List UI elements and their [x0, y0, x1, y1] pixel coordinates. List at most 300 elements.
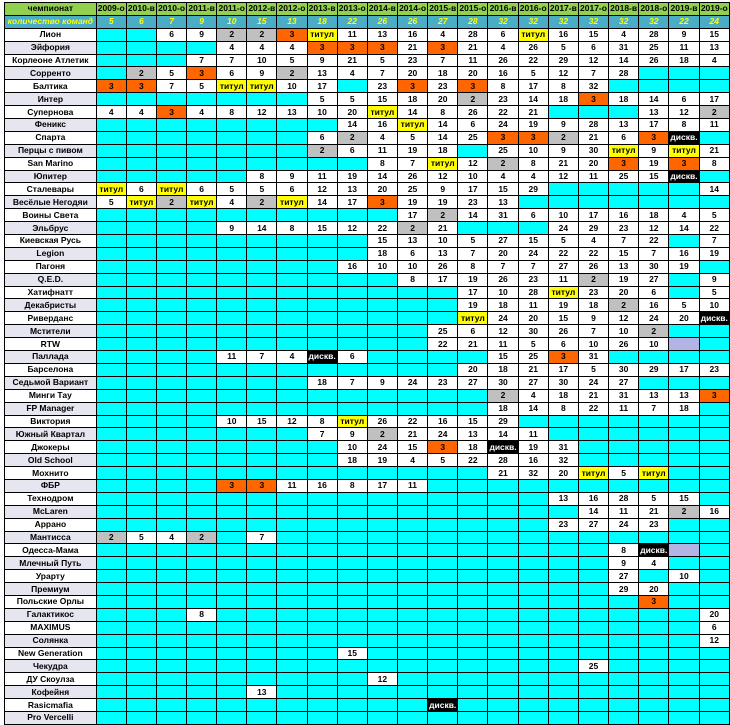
- result-cell: [277, 608, 307, 621]
- result-cell: 14: [699, 183, 729, 196]
- result-cell: [126, 518, 156, 531]
- teams-count-cell: 32: [578, 15, 608, 28]
- result-cell: [578, 583, 608, 596]
- result-cell: [488, 570, 518, 583]
- result-cell: 14: [609, 54, 639, 67]
- team-name: ДУ Скоулза: [5, 673, 97, 686]
- result-cell: [307, 157, 337, 170]
- team-name: Перцы с пивом: [5, 144, 97, 157]
- result-cell: [518, 608, 548, 621]
- result-cell: титул: [217, 80, 247, 93]
- result-cell: [96, 209, 126, 222]
- result-cell: [96, 557, 126, 570]
- result-cell: 5: [367, 54, 397, 67]
- result-cell: 5: [669, 299, 699, 312]
- team-row: [5, 28, 730, 41]
- result-cell: 25: [609, 170, 639, 183]
- result-cell: 32: [518, 467, 548, 480]
- result-cell: [96, 608, 126, 621]
- team-name: Хатифнатт: [5, 286, 97, 299]
- result-cell: [578, 647, 608, 660]
- result-cell: 31: [578, 351, 608, 364]
- result-cell: [337, 467, 367, 480]
- teams-count-cell: 32: [548, 15, 578, 28]
- team-row: [5, 467, 730, 480]
- result-cell: [307, 544, 337, 557]
- result-cell: 12: [488, 325, 518, 338]
- result-cell: [518, 415, 548, 428]
- result-cell: [699, 415, 729, 428]
- team-name: McLaren: [5, 505, 97, 518]
- team-name: Legion: [5, 247, 97, 260]
- team-name: Джокеры: [5, 441, 97, 454]
- result-cell: [458, 621, 488, 634]
- team-name: Технодром: [5, 492, 97, 505]
- result-cell: [458, 222, 488, 235]
- result-cell: 2: [488, 157, 518, 170]
- result-cell: 17: [578, 209, 608, 222]
- result-cell: [96, 144, 126, 157]
- teams-count-cell: 9: [187, 15, 217, 28]
- result-cell: 17: [548, 363, 578, 376]
- result-cell: 5: [337, 93, 367, 106]
- result-cell: [337, 673, 367, 686]
- result-cell: [217, 673, 247, 686]
- team-name: Польские Орлы: [5, 595, 97, 608]
- result-cell: [126, 235, 156, 248]
- result-cell: 26: [397, 170, 427, 183]
- result-cell: [96, 273, 126, 286]
- result-cell: [337, 711, 367, 724]
- result-cell: 24: [609, 518, 639, 531]
- result-cell: [518, 531, 548, 544]
- result-cell: [247, 634, 277, 647]
- result-cell: [337, 634, 367, 647]
- result-cell: [669, 711, 699, 724]
- result-cell: [217, 518, 247, 531]
- result-cell: 24: [548, 222, 578, 235]
- result-cell: 11: [458, 54, 488, 67]
- result-cell: 18: [609, 93, 639, 106]
- result-cell: 4: [156, 531, 186, 544]
- result-cell: [156, 260, 186, 273]
- result-cell: 9: [217, 222, 247, 235]
- result-cell: [156, 595, 186, 608]
- result-cell: [428, 518, 458, 531]
- result-cell: [126, 673, 156, 686]
- teams-count-cell: 27: [428, 15, 458, 28]
- team-name: San Marino: [5, 157, 97, 170]
- result-cell: [488, 531, 518, 544]
- result-cell: [156, 621, 186, 634]
- result-cell: титул: [187, 196, 217, 209]
- result-cell: [187, 673, 217, 686]
- result-cell: [187, 363, 217, 376]
- result-cell: [126, 312, 156, 325]
- result-cell: [518, 595, 548, 608]
- result-cell: [126, 583, 156, 596]
- result-cell: [156, 54, 186, 67]
- result-cell: [578, 608, 608, 621]
- teams-count-cell: 13: [277, 15, 307, 28]
- result-cell: 15: [669, 492, 699, 505]
- result-cell: [217, 557, 247, 570]
- result-cell: 19: [699, 247, 729, 260]
- result-cell: [367, 660, 397, 673]
- result-cell: 20: [699, 608, 729, 621]
- result-cell: [699, 402, 729, 415]
- result-cell: 6: [397, 247, 427, 260]
- result-cell: [367, 595, 397, 608]
- team-name: Мантисса: [5, 531, 97, 544]
- result-cell: 8: [428, 106, 458, 119]
- team-row: [5, 699, 730, 712]
- result-cell: 7: [217, 54, 247, 67]
- result-cell: [518, 479, 548, 492]
- result-cell: [126, 338, 156, 351]
- result-cell: 26: [578, 260, 608, 273]
- result-cell: [156, 634, 186, 647]
- result-cell: 27: [578, 518, 608, 531]
- result-cell: 5: [548, 41, 578, 54]
- result-cell: 2: [217, 28, 247, 41]
- result-cell: 16: [548, 28, 578, 41]
- result-cell: 6: [548, 338, 578, 351]
- result-cell: 24: [639, 312, 669, 325]
- result-cell: [247, 711, 277, 724]
- result-cell: [307, 518, 337, 531]
- result-cell: [488, 711, 518, 724]
- season-header: 2011-в: [188, 3, 215, 14]
- result-cell: [156, 286, 186, 299]
- result-cell: [367, 621, 397, 634]
- result-cell: [609, 621, 639, 634]
- result-cell: [277, 544, 307, 557]
- result-cell: титул: [337, 415, 367, 428]
- result-cell: 2: [277, 67, 307, 80]
- result-cell: 2: [187, 531, 217, 544]
- result-cell: [96, 93, 126, 106]
- result-cell: 6: [337, 144, 367, 157]
- result-cell: [217, 647, 247, 660]
- result-cell: [156, 454, 186, 467]
- result-cell: 3: [669, 157, 699, 170]
- result-cell: [699, 518, 729, 531]
- team-name: Воины Света: [5, 209, 97, 222]
- result-cell: 7: [518, 260, 548, 273]
- result-cell: 8: [609, 544, 639, 557]
- result-cell: [518, 583, 548, 596]
- result-cell: [217, 544, 247, 557]
- result-cell: 6: [337, 351, 367, 364]
- result-cell: [247, 673, 277, 686]
- team-name: Эйфория: [5, 41, 97, 54]
- result-cell: [247, 454, 277, 467]
- result-cell: [96, 247, 126, 260]
- result-cell: [578, 479, 608, 492]
- result-cell: 11: [609, 402, 639, 415]
- result-cell: 11: [548, 273, 578, 286]
- result-cell: [217, 170, 247, 183]
- result-cell: [247, 376, 277, 389]
- result-cell: [669, 544, 699, 557]
- result-cell: титул: [548, 286, 578, 299]
- teams-count-cell: 24: [699, 15, 729, 28]
- result-cell: [187, 286, 217, 299]
- season-header: 2009-о: [97, 3, 125, 14]
- result-cell: 18: [578, 299, 608, 312]
- result-cell: [217, 286, 247, 299]
- result-cell: 14: [337, 119, 367, 132]
- result-cell: [126, 93, 156, 106]
- result-cell: [367, 505, 397, 518]
- result-cell: 19: [337, 170, 367, 183]
- result-cell: [367, 209, 397, 222]
- result-cell: [96, 325, 126, 338]
- result-cell: [217, 402, 247, 415]
- result-cell: 6: [609, 131, 639, 144]
- result-cell: 3: [156, 106, 186, 119]
- result-cell: [277, 583, 307, 596]
- team-row: [5, 273, 730, 286]
- result-cell: [96, 54, 126, 67]
- team-row: [5, 428, 730, 441]
- result-cell: [578, 557, 608, 570]
- result-cell: [397, 467, 427, 480]
- result-cell: [548, 106, 578, 119]
- result-cell: 9: [247, 67, 277, 80]
- result-cell: [247, 389, 277, 402]
- result-cell: [187, 402, 217, 415]
- result-cell: [277, 247, 307, 260]
- result-cell: 11: [518, 428, 548, 441]
- result-cell: 2: [156, 196, 186, 209]
- result-cell: 5: [217, 183, 247, 196]
- result-cell: [337, 325, 367, 338]
- team-name: Rasicmafia: [5, 699, 97, 712]
- result-cell: [669, 196, 699, 209]
- result-cell: 21: [578, 389, 608, 402]
- result-cell: [156, 428, 186, 441]
- result-cell: [639, 351, 669, 364]
- result-cell: 12: [699, 634, 729, 647]
- result-cell: [156, 608, 186, 621]
- result-cell: 7: [156, 80, 186, 93]
- result-cell: [277, 518, 307, 531]
- result-cell: [217, 570, 247, 583]
- result-cell: 12: [548, 67, 578, 80]
- teams-count-cell: 22: [337, 15, 367, 28]
- result-cell: 2: [126, 67, 156, 80]
- result-cell: 15: [488, 351, 518, 364]
- result-cell: [458, 608, 488, 621]
- result-cell: 25: [639, 41, 669, 54]
- result-cell: [337, 570, 367, 583]
- result-cell: 27: [458, 376, 488, 389]
- result-cell: [247, 286, 277, 299]
- result-cell: [217, 157, 247, 170]
- result-cell: 24: [488, 119, 518, 132]
- result-cell: [247, 441, 277, 454]
- result-cell: 9: [307, 54, 337, 67]
- result-cell: [458, 699, 488, 712]
- result-cell: 21: [578, 131, 608, 144]
- result-cell: [639, 454, 669, 467]
- result-cell: [699, 660, 729, 673]
- result-cell: [126, 363, 156, 376]
- result-cell: 5: [187, 80, 217, 93]
- result-cell: 9: [367, 376, 397, 389]
- team-row: [5, 441, 730, 454]
- result-cell: [488, 699, 518, 712]
- result-cell: [639, 428, 669, 441]
- result-cell: [578, 686, 608, 699]
- result-cell: [428, 286, 458, 299]
- result-cell: [217, 247, 247, 260]
- result-cell: [699, 441, 729, 454]
- result-cell: [458, 467, 488, 480]
- team-row: [5, 363, 730, 376]
- season-header: 2011-о: [218, 3, 245, 14]
- result-cell: [277, 621, 307, 634]
- result-cell: [699, 557, 729, 570]
- result-cell: 22: [578, 402, 608, 415]
- result-cell: 10: [277, 80, 307, 93]
- result-cell: [307, 441, 337, 454]
- result-cell: [699, 570, 729, 583]
- result-cell: [187, 209, 217, 222]
- result-cell: 15: [609, 247, 639, 260]
- result-cell: [247, 492, 277, 505]
- result-cell: [639, 415, 669, 428]
- result-cell: 4: [277, 351, 307, 364]
- season-header: 2016-в: [489, 3, 517, 14]
- result-cell: [156, 131, 186, 144]
- result-cell: 26: [428, 260, 458, 273]
- result-cell: 3: [639, 595, 669, 608]
- result-cell: титул: [156, 183, 186, 196]
- result-cell: [669, 608, 699, 621]
- result-cell: [187, 647, 217, 660]
- result-cell: [217, 583, 247, 596]
- team-row: [5, 389, 730, 402]
- result-cell: 29: [639, 363, 669, 376]
- result-cell: [518, 621, 548, 634]
- result-cell: [669, 376, 699, 389]
- result-cell: 15: [488, 183, 518, 196]
- team-row: [5, 557, 730, 570]
- result-cell: [307, 389, 337, 402]
- result-cell: 15: [639, 170, 669, 183]
- result-cell: [699, 196, 729, 209]
- result-cell: 7: [578, 325, 608, 338]
- team-name: Виктория: [5, 415, 97, 428]
- result-cell: [126, 41, 156, 54]
- result-cell: 21: [518, 106, 548, 119]
- result-cell: [609, 673, 639, 686]
- result-cell: 20: [518, 312, 548, 325]
- result-cell: 8: [397, 273, 427, 286]
- result-cell: [156, 157, 186, 170]
- result-cell: [247, 621, 277, 634]
- result-cell: 26: [458, 106, 488, 119]
- result-cell: [548, 544, 578, 557]
- result-cell: [609, 196, 639, 209]
- result-cell: [277, 209, 307, 222]
- result-cell: [96, 518, 126, 531]
- team-row: [5, 235, 730, 248]
- result-cell: [247, 209, 277, 222]
- result-cell: [397, 660, 427, 673]
- result-cell: [96, 299, 126, 312]
- result-cell: [367, 570, 397, 583]
- result-cell: [367, 699, 397, 712]
- result-cell: [126, 454, 156, 467]
- result-cell: [337, 621, 367, 634]
- result-cell: 12: [458, 157, 488, 170]
- result-cell: [247, 595, 277, 608]
- result-cell: [156, 673, 186, 686]
- result-cell: 5: [126, 531, 156, 544]
- result-cell: [578, 544, 608, 557]
- result-cell: [307, 119, 337, 132]
- result-cell: титул: [277, 196, 307, 209]
- result-cell: [518, 570, 548, 583]
- result-cell: [609, 711, 639, 724]
- team-name: Сорренто: [5, 67, 97, 80]
- result-cell: 9: [187, 28, 217, 41]
- season-header: 2013-о: [338, 3, 366, 14]
- result-cell: [126, 415, 156, 428]
- result-cell: 23: [488, 93, 518, 106]
- result-cell: [307, 299, 337, 312]
- result-cell: [639, 196, 669, 209]
- result-cell: [337, 583, 367, 596]
- result-cell: 11: [217, 351, 247, 364]
- result-cell: 13: [247, 686, 277, 699]
- result-cell: 28: [458, 28, 488, 41]
- result-cell: дискв.: [670, 171, 698, 182]
- result-cell: [96, 28, 126, 41]
- result-cell: [669, 621, 699, 634]
- result-cell: 23: [548, 518, 578, 531]
- result-cell: 19: [609, 273, 639, 286]
- team-name: Балтика: [5, 80, 97, 93]
- result-cell: 14: [639, 93, 669, 106]
- result-cell: [217, 634, 247, 647]
- result-cell: 12: [247, 106, 277, 119]
- result-cell: [187, 235, 217, 248]
- team-row: [5, 54, 730, 67]
- result-cell: [307, 505, 337, 518]
- result-cell: титул: [96, 183, 126, 196]
- result-cell: [609, 634, 639, 647]
- result-cell: [458, 595, 488, 608]
- result-cell: [277, 686, 307, 699]
- team-name: Pro Vercelli: [5, 711, 97, 724]
- result-cell: [247, 402, 277, 415]
- result-cell: [428, 389, 458, 402]
- result-cell: [126, 28, 156, 41]
- result-cell: [96, 467, 126, 480]
- result-cell: [518, 505, 548, 518]
- team-name: Q.E.D.: [5, 273, 97, 286]
- result-cell: [96, 634, 126, 647]
- result-cell: 5: [96, 196, 126, 209]
- result-cell: 25: [397, 183, 427, 196]
- result-cell: 13: [397, 235, 427, 248]
- result-cell: [156, 235, 186, 248]
